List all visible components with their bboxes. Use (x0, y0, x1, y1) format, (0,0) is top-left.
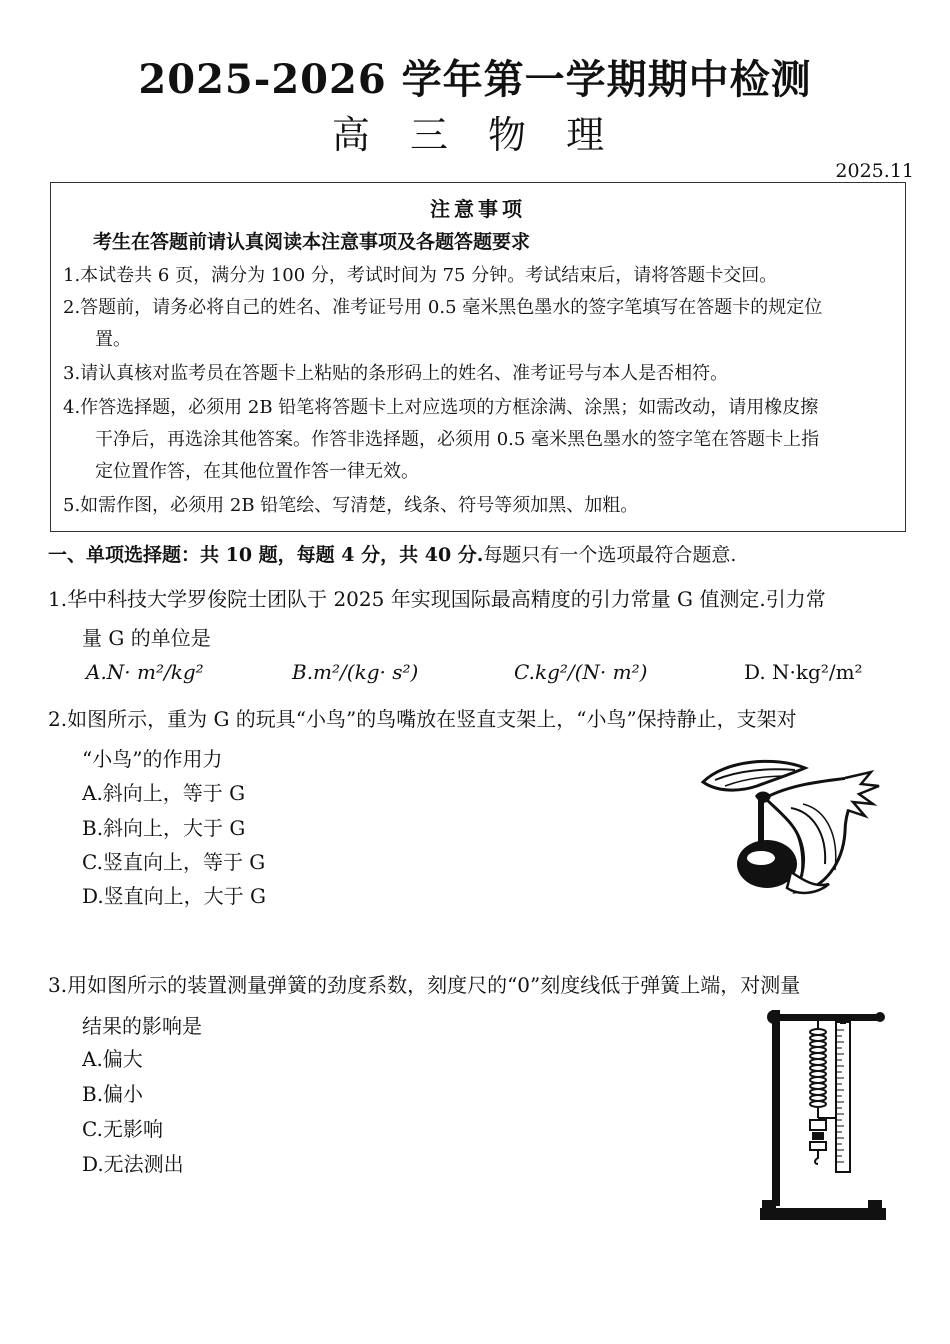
notice-line: 2.答题前，请务必将自己的姓名、准考证号用 0.5 毫米黑色墨水的签字笔填写在答题卡的规定位 (63, 297, 823, 318)
notice-line: 1.本试卷共 6 页，满分为 100 分，考试时间为 75 分钟。考试结束后，请将答题卡交回。 (63, 265, 778, 286)
option-2a: A.斜向上，等于 G (82, 781, 246, 805)
toy-bird-figure (695, 752, 885, 902)
question-3-text: 3.用如图所示的装置测量弹簧的劲度系数，刻度尺的“0”刻度线低于弹簧上端，对测量 (48, 973, 801, 997)
exam-subject: 高 三 物 理 (331, 113, 619, 157)
notice-line: 干净后，再选涂其他答案。作答非选择题，必须用 0.5 毫米黑色墨水的签字笔在答题卡上指 (95, 429, 820, 450)
section-title: 一、单项选择题：共 10 题，每题 4 分，共 40 分. (48, 544, 484, 566)
question-2-text: 2.如图所示，重为 G 的玩具“小鸟”的鸟嘴放在竖直支架上，“小鸟”保持静止，支架对 (48, 707, 797, 731)
notice-line: 定位置作答，在其他位置作答一律无效。 (95, 461, 419, 482)
option-3a: A.偏大 (82, 1047, 143, 1071)
question-3-text-cont: 结果的影响是 (82, 1014, 202, 1038)
section-heading (48, 540, 736, 567)
exam-title: 2025-2026 学年第一学期期中检测 (138, 56, 812, 103)
option-3d: D.无法测出 (82, 1152, 184, 1176)
exam-date: 2025.11 (835, 160, 914, 182)
section-instruction: 每题只有一个选项最符合题意. (483, 544, 737, 566)
option-1b: B.m²/(kg· s²) (292, 660, 419, 684)
question-1-text-cont: 量 G 的单位是 (82, 626, 211, 650)
question-1-text: 1.华中科技大学罗俊院士团队于 2025 年实现国际最高精度的引力常量 G 值测定.引力常 (48, 587, 826, 611)
question-2-text-cont: “小鸟”的作用力 (82, 747, 223, 771)
option-1d: D. N·kg²/m² (744, 660, 863, 684)
notice-title: 注意事项 (430, 197, 526, 221)
option-2d: D.竖直向上，大于 G (82, 884, 267, 908)
option-2c: C.竖直向上，等于 G (82, 850, 266, 874)
notice-line: 3.请认真核对监考员在答题卡上粘贴的条形码上的姓名、准考证号与本人是否相符。 (63, 363, 729, 384)
notice-line: 5.如需作图，必须用 2B 铅笔绘、写清楚，线条、符号等须加黑、加粗。 (63, 495, 639, 516)
notice-box (50, 182, 906, 532)
option-3c: C.无影响 (82, 1117, 163, 1141)
spring-apparatus-figure (760, 1000, 890, 1226)
option-2b: B.斜向上，大于 G (82, 816, 246, 840)
option-1a: A.N· m²/kg² (86, 660, 204, 684)
notice-line: 置。 (95, 329, 131, 350)
notice-line: 4.作答选择题，必须用 2B 铅笔将答题卡上对应选项的方框涂满、涂黑；如需改动，请用橡皮擦 (63, 397, 819, 418)
notice-lead: 考生在答题前请认真阅读本注意事项及各题答题要求 (93, 231, 531, 253)
option-3b: B.偏小 (82, 1082, 144, 1106)
option-1c: C.kg²/(N· m²) (514, 660, 648, 684)
